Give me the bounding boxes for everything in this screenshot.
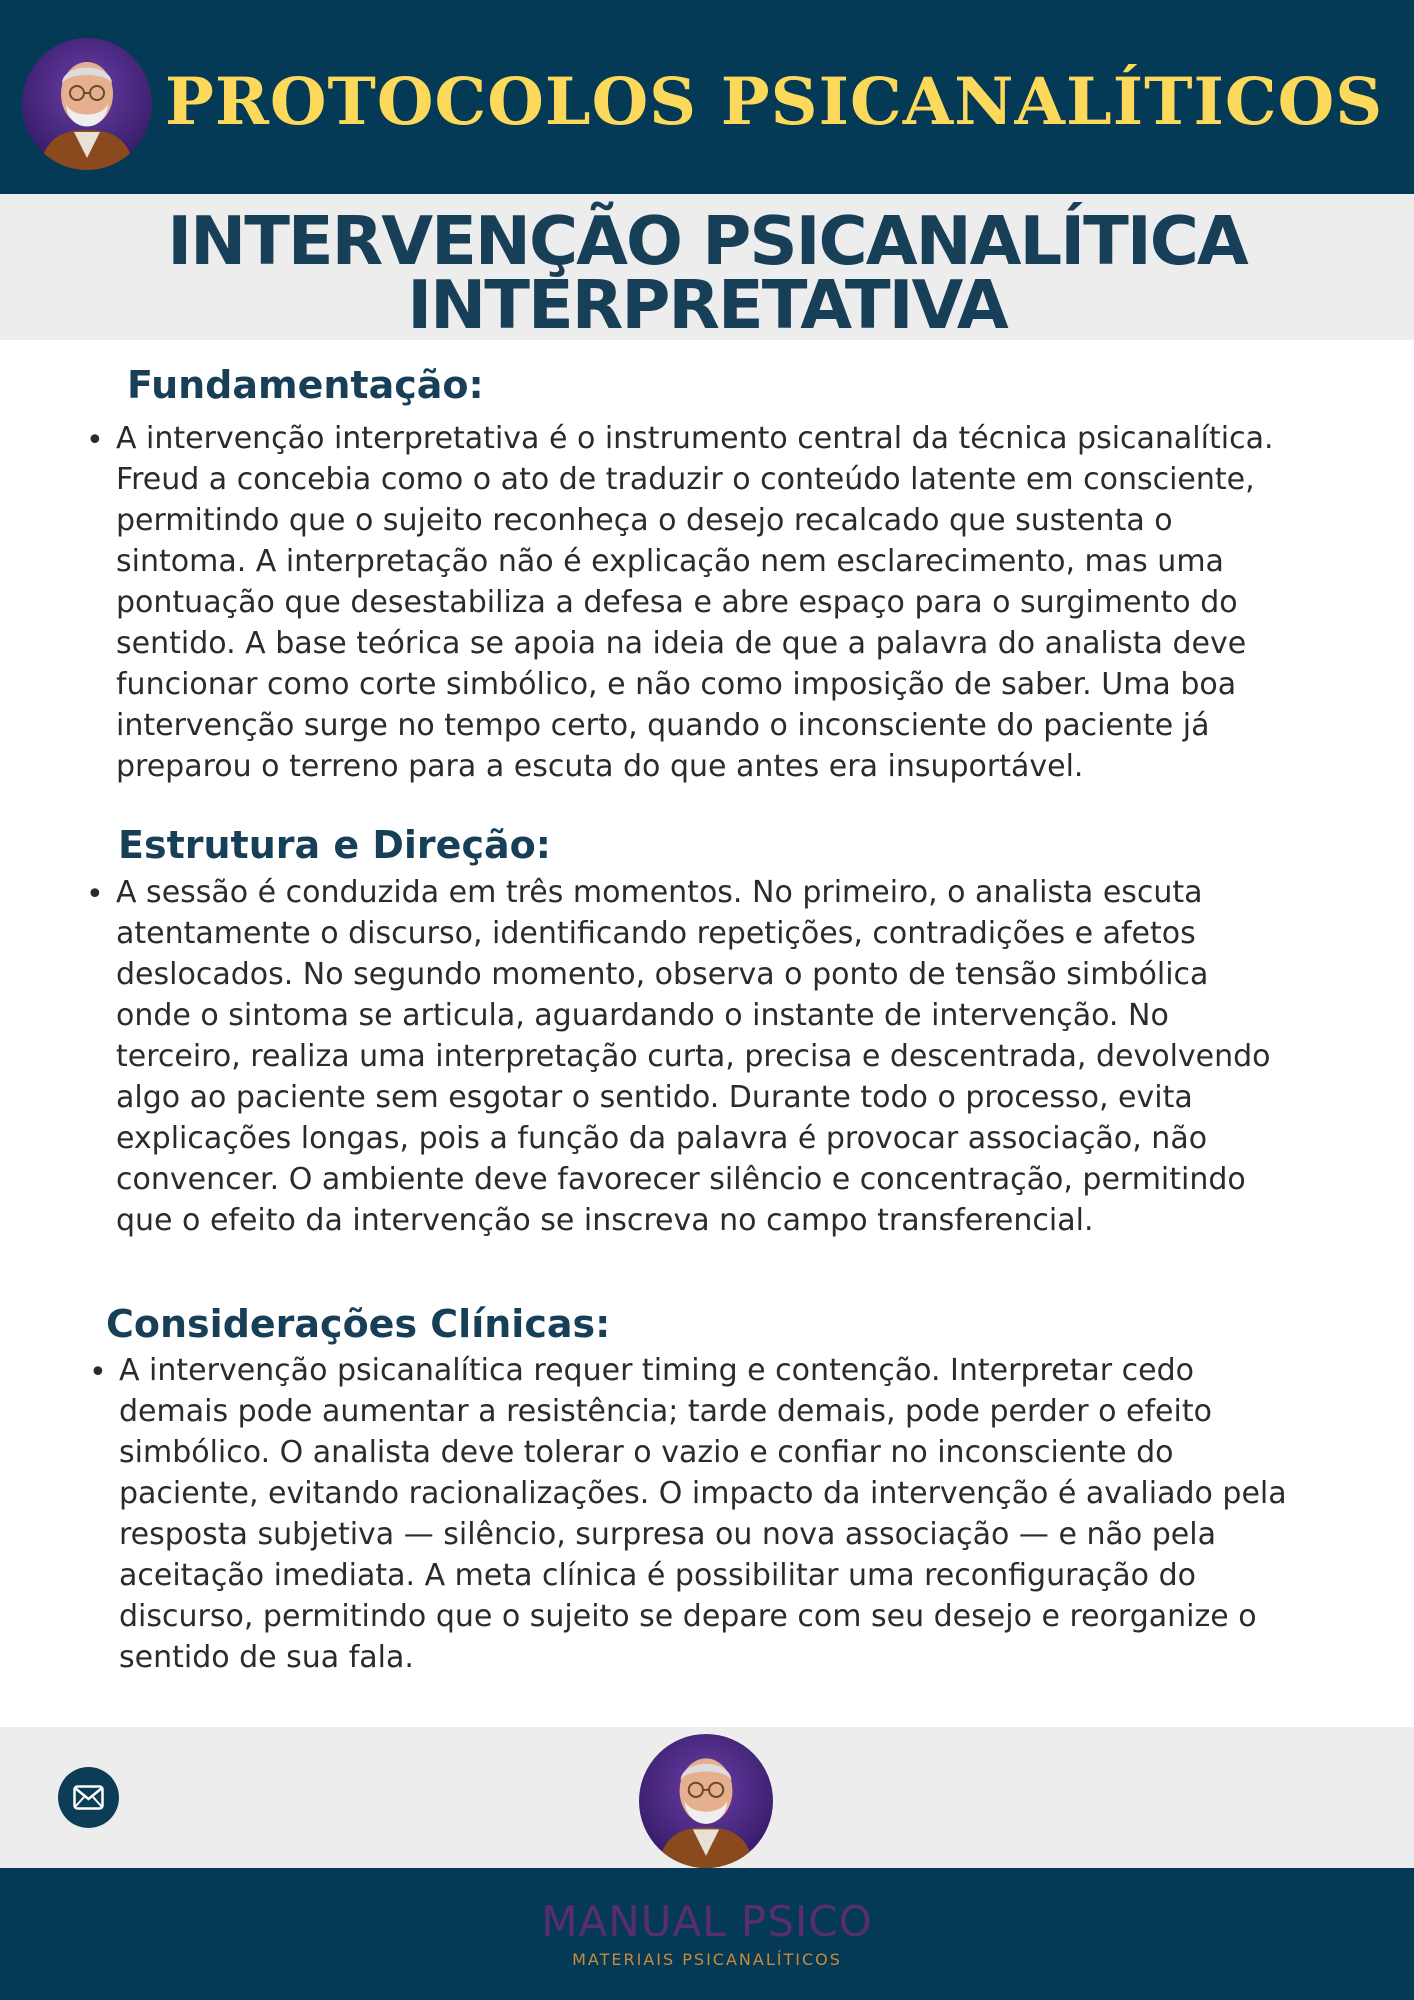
bullet-marker: • — [89, 1355, 107, 1390]
page-title: INTERVENÇÃO PSICANALÍTICA — [167, 202, 1247, 280]
body-line: atentamente o discurso, identificando repetições, contradições e afetos — [116, 916, 1196, 951]
bullet-marker: • — [86, 877, 104, 912]
body-line: explicações longas, pois a função da palavra é provocar associação, não — [116, 1121, 1208, 1156]
body-line: deslocados. No segundo momento, observa o ponto de tensão simbólica — [116, 957, 1209, 992]
body-line: pontuação que desestabiliza a defesa e abre espaço para o surgimento do — [116, 585, 1238, 620]
page-title-continued: INTERPRETATIVA — [407, 266, 1007, 344]
body-line: permitindo que o sujeito reconheça o desejo recalcado que sustenta o — [116, 503, 1173, 538]
freud-portrait-icon — [639, 1734, 773, 1868]
section-heading-consideracoes: Considerações Clínicas: — [106, 1302, 611, 1346]
section-heading-estrutura: Estrutura e Direção: — [118, 823, 551, 867]
freud-portrait-icon — [22, 38, 152, 170]
body-line: sentido de sua fala. — [119, 1640, 414, 1675]
bullet-marker: • — [86, 423, 104, 458]
body-line: resposta subjetiva — silêncio, surpresa ou nova associação — e não pela — [119, 1517, 1216, 1552]
body-line: discurso, permitindo que o sujeito se depare com seu desejo e reorganize o — [119, 1599, 1257, 1634]
body-line: demais pode aumentar a resistência; tarde demais, pode perder o efeito — [119, 1394, 1212, 1429]
body-line: paciente, evitando racionalizações. O impacto da intervenção é avaliado pela — [119, 1476, 1287, 1511]
footer-brand-subtitle: MATERIAIS PSICANALÍTICOS — [572, 1950, 842, 1969]
body-line: terceiro, realiza uma interpretação curta, precisa e descentrada, devolvendo — [116, 1039, 1271, 1074]
mail-button[interactable] — [58, 1767, 119, 1828]
section-body-fundamentacao — [116, 418, 1274, 787]
body-line: sentido. A base teórica se apoia na ideia de que a palavra do analista deve — [116, 626, 1247, 661]
body-line: onde o sintoma se articula, aguardando o instante de intervenção. No — [116, 998, 1169, 1033]
body-line: algo ao paciente sem esgotar o sentido. Durante todo o processo, evita — [116, 1080, 1193, 1115]
body-line: que o efeito da intervenção se inscreva no campo transferencial. — [116, 1203, 1094, 1238]
body-line: A intervenção interpretativa é o instrumento central da técnica psicanalítica. — [116, 421, 1274, 456]
mail-icon — [73, 1785, 104, 1810]
body-line: A sessão é conduzida em três momentos. No primeiro, o analista escuta — [116, 875, 1203, 910]
body-line: convencer. O ambiente deve favorecer silêncio e concentração, permitindo — [116, 1162, 1246, 1197]
brand-title: PROTOCOLOS PSICANALÍTICOS — [165, 64, 1384, 140]
body-line: funcionar como corte simbólico, e não como imposição de saber. Uma boa — [116, 667, 1237, 702]
footer-brand-logo: MANUAL PSICO — [541, 1897, 873, 1946]
body-line: intervenção surge no tempo certo, quando o inconsciente do paciente já — [116, 708, 1210, 743]
body-line: simbólico. O analista deve tolerar o vazio e confiar no inconsciente do — [119, 1435, 1174, 1470]
section-body-consideracoes — [119, 1350, 1287, 1678]
body-line: sintoma. A interpretação não é explicação nem esclarecimento, mas uma — [116, 544, 1224, 579]
body-line: preparou o terreno para a escuta do que antes era insuportável. — [116, 749, 1084, 784]
body-line: Freud a concebia como o ato de traduzir o conteúdo latente em consciente, — [116, 462, 1255, 497]
section-heading-fundamentacao: Fundamentação: — [127, 363, 484, 407]
body-line: aceitação imediata. A meta clínica é possibilitar uma reconfiguração do — [119, 1558, 1196, 1593]
body-line: A intervenção psicanalítica requer timing e contenção. Interpretar cedo — [119, 1353, 1195, 1388]
section-body-estrutura — [116, 872, 1271, 1241]
